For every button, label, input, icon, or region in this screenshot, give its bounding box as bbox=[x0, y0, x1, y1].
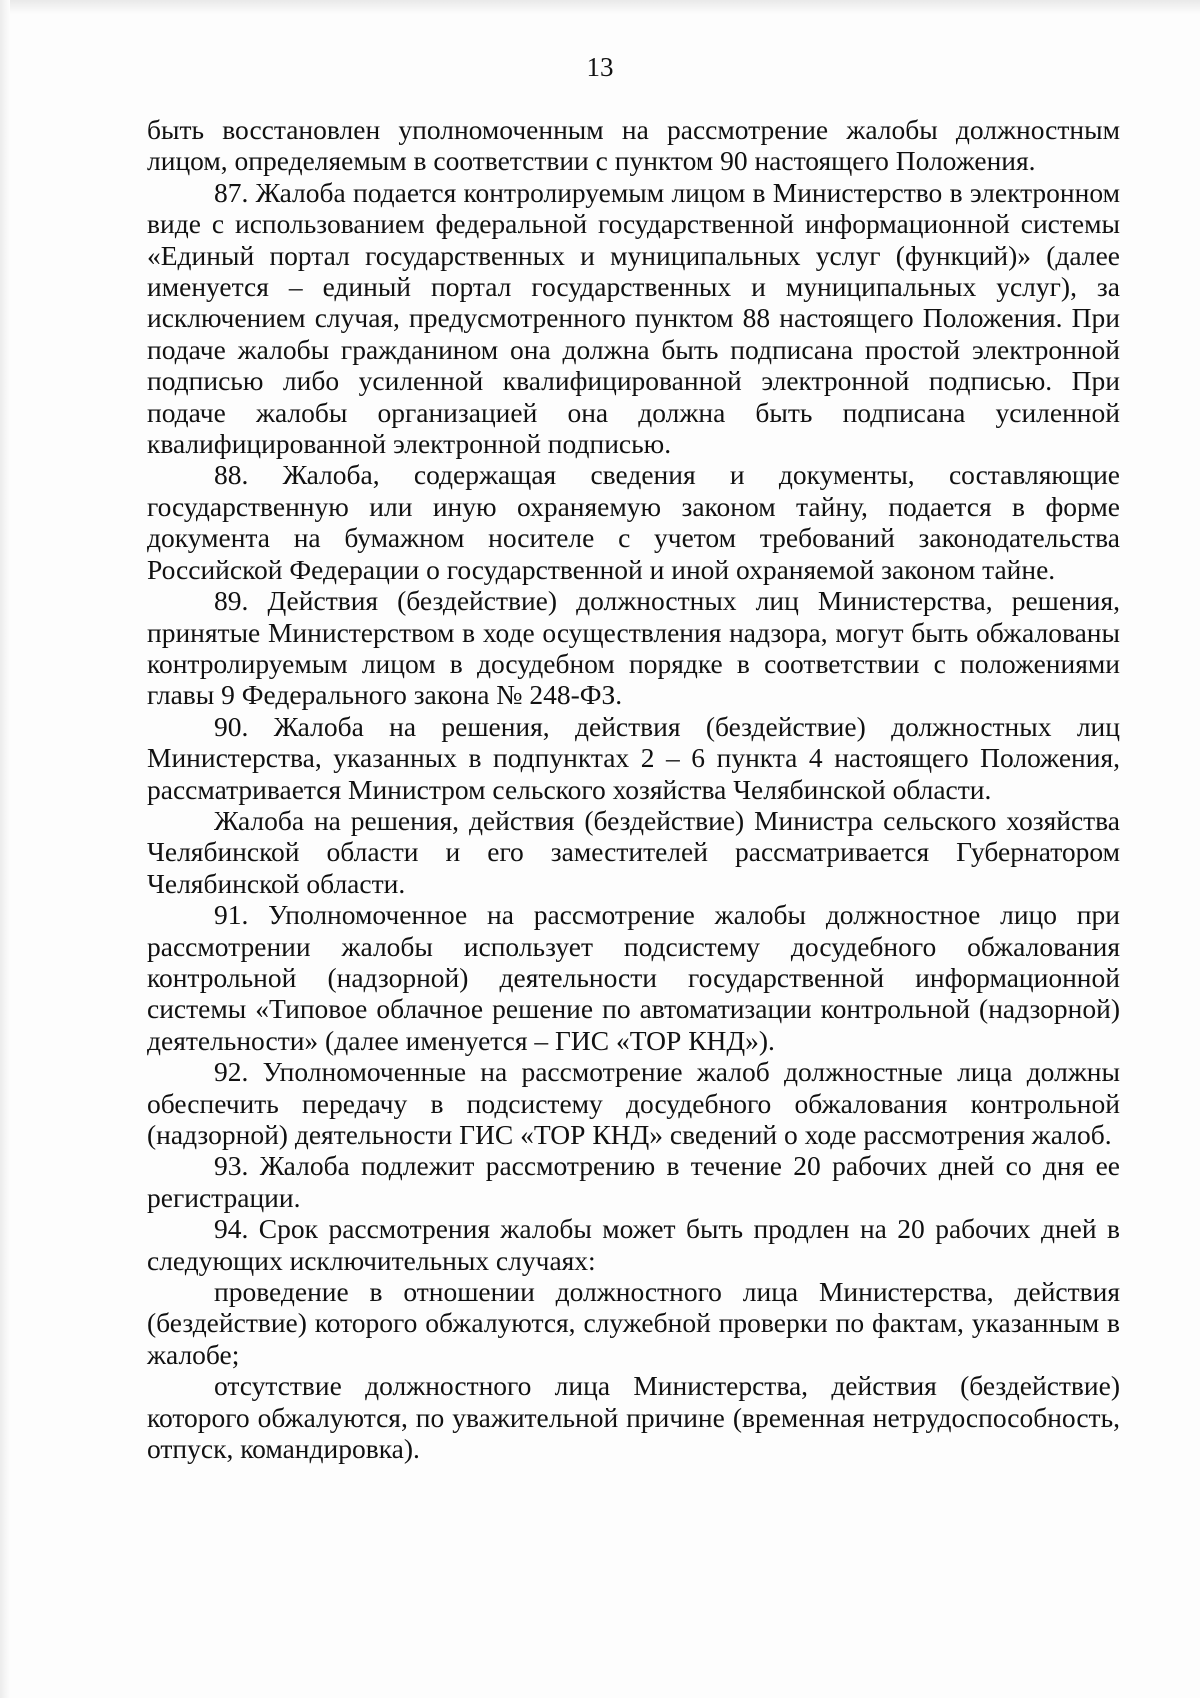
paragraph-91: 91. Уполномоченное на рассмотрение жалобы должностное лицо при рассмотрении жалобы использует подсистему досудебного обжалования контрольной (надзорной) деятельности государственной информационной системы «Типовое облачное решение по автоматизации контрольной (надзорной) деятельности» (далее именуется – ГИС «ТОР КНД»). bbox=[147, 899, 1120, 1056]
scan-edge-top bbox=[0, 0, 1200, 14]
paragraph-94-case-1: проведение в отношении должностного лица Министерства, действия (бездействие) которого обжалуются, служебной проверки по фактам, указанным в жалобе; bbox=[147, 1276, 1120, 1370]
page-number: 13 bbox=[586, 52, 614, 82]
paragraph-94: 94. Срок рассмотрения жалобы может быть продлен на 20 рабочих дней в следующих исключительных случаях: bbox=[147, 1213, 1120, 1276]
document-body bbox=[147, 114, 1120, 1464]
paragraph-92: 92. Уполномоченные на рассмотрение жалоб должностные лица должны обеспечить передачу в подсистему досудебного обжалования контрольной (надзорной) деятельности ГИС «ТОР КНД» сведений о ходе рассмотрения жалоб. bbox=[147, 1056, 1120, 1150]
paragraph-94-case-2: отсутствие должностного лица Министерства, действия (бездействие) которого обжалуются, по уважительной причине (временная нетрудоспособность, отпуск, командировка). bbox=[147, 1370, 1120, 1465]
paragraph-87: 87. Жалоба подается контролируемым лицом в Министерство в электронном виде с использованием федеральной государственной информационной системы «Единый портал государственных и муниципальных услуг (функций)» (далее именуется – единый портал государственных и муниципальных услуг), за исключением случая, предусмотренного пунктом 88 настоящего Положения. При подаче жалобы гражданином она должна быть подписана простой электронной подписью либо усиленной квалифицированной электронной подписью. При подаче жалобы организацией она должна быть подписана усиленной квалифицированной электронной подписью. bbox=[147, 176, 1120, 460]
paragraph-93: 93. Жалоба подлежит рассмотрению в течение 20 рабочих дней со дня ее регистрации. bbox=[147, 1150, 1120, 1213]
paragraph-continuation: быть восстановлен уполномоченным на рассмотрение жалобы должностным лицом, определяемым в соответствии с пунктом 90 настоящего Положения. bbox=[147, 114, 1120, 177]
paragraph-89: 89. Действия (бездействие) должностных лиц Министерства, решения, принятые Министерством в ходе осуществления надзора, могут быть обжалованы контролируемым лицом в досудебном порядке в соответствии с положениями главы 9 Федерального закона № 248-ФЗ. bbox=[147, 585, 1120, 711]
scan-edge-left bbox=[0, 0, 10, 1698]
paragraph-90: 90. Жалоба на решения, действия (бездействие) должностных лиц Министерства, указанных в подпунктах 2 – 6 пункта 4 настоящего Положения, рассматривается Министром сельского хозяйства Челябинской области. bbox=[147, 710, 1120, 805]
paragraph-90-part-2: Жалоба на решения, действия (бездействие) Министра сельского хозяйства Челябинской области и его заместителей рассматривается Губернатором Челябинской области. bbox=[147, 804, 1120, 899]
paragraph-88: 88. Жалоба, содержащая сведения и документы, составляющие государственную или иную охраняемую законом тайну, подается в форме документа на бумажном носителе с учетом требований законодательства Российской Федерации о государственной и иной охраняемой законом тайне. bbox=[147, 459, 1120, 585]
